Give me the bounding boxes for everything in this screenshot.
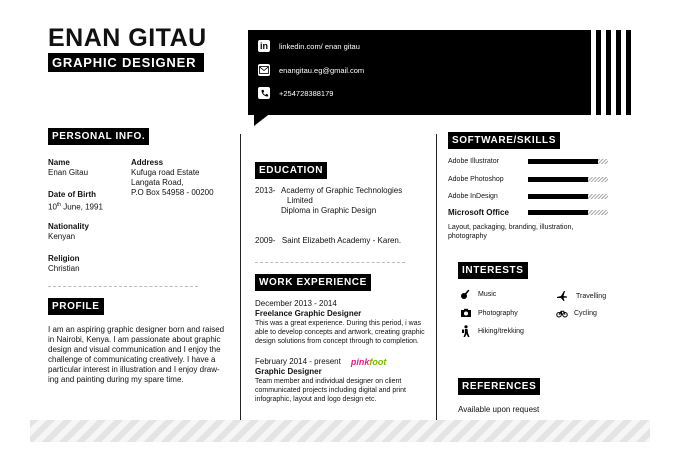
airplane-icon: [556, 290, 568, 302]
interest-item: Travelling: [556, 290, 606, 302]
education-header: EDUCATION: [255, 162, 327, 179]
work-period: February 2014 - present: [255, 357, 341, 366]
education-year: 2009-: [255, 236, 276, 245]
column-divider-right: [436, 134, 437, 422]
address-line: Langata Road,: [131, 178, 184, 187]
skill-label: Adobe InDesign: [448, 193, 498, 200]
section-divider: [48, 286, 198, 287]
section-divider: [255, 262, 405, 263]
work-experience-header: WORK EXPERIENCE: [255, 274, 371, 291]
skill-label: Adobe Photoshop: [448, 176, 504, 183]
work-role: Graphic Designer: [255, 367, 322, 376]
hiker-icon: [460, 325, 472, 337]
work-entry: December 2013 - 2014 Freelance Graphic Designer This was a great experience. During this period, i was able to develop concepts and artwork, creating graphic design solutions from concept through to completion.: [255, 299, 435, 346]
personal-name-block: [48, 158, 88, 178]
references-text: Available upon request: [458, 405, 540, 414]
personal-nationality-block: [48, 222, 89, 242]
profile-header: PROFILE: [48, 298, 104, 315]
resume-role: GRAPHIC DESIGNER: [48, 53, 204, 72]
interest-item: Music: [460, 288, 496, 300]
personal-religion-block: [48, 254, 80, 274]
resume-name: ENAN GITAU: [48, 24, 207, 52]
education-entry: 2009- Saint Elizabeth Academy - Karen.: [255, 236, 402, 245]
phone-text: +254728388179: [279, 88, 334, 98]
camera-icon: [460, 307, 472, 319]
contact-phone: [258, 87, 333, 99]
address-line: Kufuga road Estate: [131, 168, 200, 177]
skill-bar-fill: [528, 177, 588, 182]
skill-bar-fill: [528, 194, 588, 199]
interests-header: INTERESTS: [458, 262, 528, 279]
pinkfoot-logo: pinkfoot: [350, 357, 387, 367]
interest-item: Photography: [460, 307, 518, 319]
guitar-icon: [460, 288, 472, 300]
interest-item: Hiking/trekking: [460, 325, 524, 337]
profile-text: I am an aspiring graphic designer born and raised in Nairobi, Kenya. I am passionate about graphic design and visual communication and I enjoy the challenge of communicating creatively. I have a particular interest in illustration and I enjoy draw- ing and painting during my spare time.: [48, 325, 225, 384]
name-value: Enan Gitau: [48, 168, 89, 177]
dob-value: 10th June, 1991: [48, 202, 103, 212]
skill-bar: [528, 210, 608, 215]
work-role: Freelance Graphic Designer: [255, 309, 362, 318]
linkedin-icon: in: [260, 40, 268, 51]
envelope-icon: [258, 64, 270, 76]
nationality-value: Kenyan: [48, 232, 76, 241]
religion-value: Christian: [48, 264, 80, 273]
interest-item: Cycling: [556, 307, 597, 319]
contact-linkedin: [258, 40, 360, 52]
nationality-label: Nationality: [48, 222, 89, 231]
personal-info-header: PERSONAL INFO.: [48, 128, 149, 145]
phone-icon: [258, 87, 270, 99]
decorative-stripes: [587, 30, 631, 115]
address-line: P.O Box 54958 - 00200: [131, 188, 214, 197]
name-label: Name: [48, 158, 70, 167]
speech-tail: [254, 112, 272, 126]
contact-panel: [248, 30, 631, 115]
skill-bar-fill: [528, 210, 588, 215]
references-header: REFERENCES: [458, 378, 540, 395]
skills-header: SOFTWARE/SKILLS: [448, 132, 560, 149]
linkedin-text: linkedin.com/ enan gitau: [279, 41, 360, 51]
dob-label: Date of Birth: [48, 190, 96, 199]
skill-label: Adobe Illustrator: [448, 158, 499, 165]
skill-bar: [528, 194, 608, 199]
work-entry: February 2014 - present pinkfoot Graphic Designer Team member and individual designer on client communicated projects including digital and print infographic, layout and logo design etc.: [255, 357, 435, 404]
personal-address-block: [131, 158, 214, 198]
personal-dob-block: [48, 190, 103, 213]
skill-label: Microsoft Office: [448, 208, 509, 217]
column-divider-left: [240, 134, 241, 422]
footer-stripe: [30, 420, 650, 442]
email-text: enangitau.eg@gmail.com: [279, 65, 365, 75]
address-label: Address: [131, 158, 164, 167]
education-year: 2013-: [255, 186, 276, 195]
skill-bar-fill: [528, 159, 598, 164]
work-period: December 2013 - 2014: [255, 299, 337, 308]
contact-email: [258, 64, 364, 76]
skill-bar: [528, 177, 608, 182]
religion-label: Religion: [48, 254, 80, 263]
skills-extra: Layout, packaging, branding, illustration, photography: [448, 224, 574, 240]
skill-bar: [528, 159, 608, 164]
bicycle-icon: [556, 307, 568, 319]
